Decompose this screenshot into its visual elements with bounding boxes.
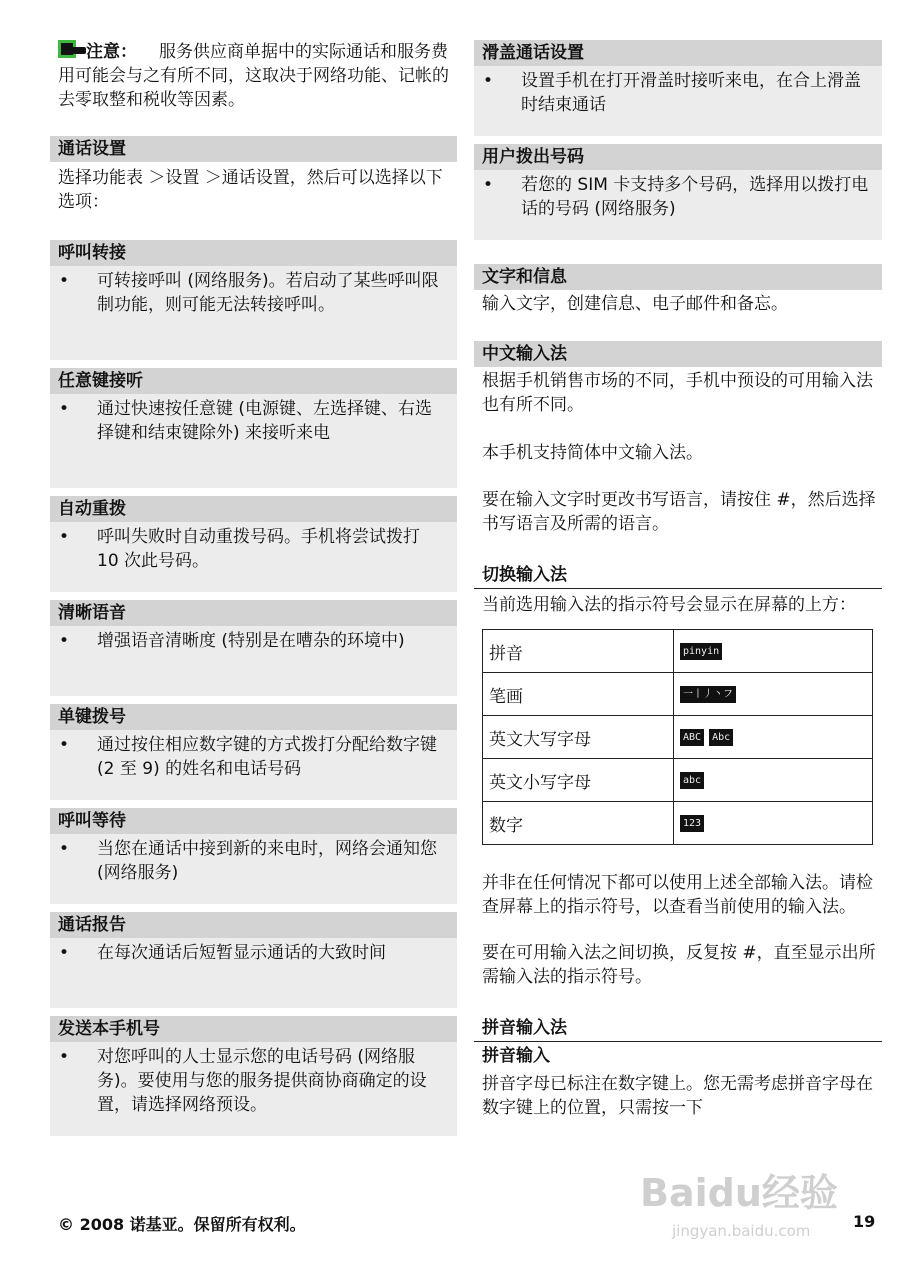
section-body	[474, 66, 882, 136]
list-item	[50, 626, 457, 653]
input-method-label: 拼音	[483, 630, 674, 673]
chinese-input-heading: 中文输入法	[474, 341, 882, 367]
chinese-input-p3: 要在输入文字时更改书写语言，请按住 #，然后选择书写语言及所需的语言。	[482, 490, 876, 534]
call-settings-intro: 选择功能表 ＞设置 ＞通话设置，然后可以选择以下选项：	[58, 168, 443, 212]
page-number: 19	[853, 1212, 876, 1231]
right-sections	[474, 40, 882, 240]
note-text: 服务供应商单据中的实际通话和服务费用可能会与之有所不同，这取决于网络功能、记帐的去零取整和税收等因素。	[58, 42, 449, 110]
input-method-indicator	[674, 802, 873, 845]
bullet-mark: •	[59, 271, 70, 291]
table-row	[483, 802, 873, 845]
pinyin-subheading: 拼音输入	[482, 1046, 550, 1066]
section-heading: 呼叫转接	[50, 240, 457, 266]
list-item-text: 设置手机在打开滑盖时接听来电，在合上滑盖时结束通话	[521, 71, 861, 115]
list-item-text: 当您在通话中接到新的来电时，网络会通知您 (网络服务)	[97, 839, 437, 883]
table-row	[483, 673, 873, 716]
chinese-input-p2: 本手机支持简体中文输入法。	[482, 443, 703, 463]
list-item	[50, 1042, 457, 1117]
input-method-indicator	[674, 630, 873, 673]
indicator-icon: 123	[680, 815, 704, 832]
input-method-label: 英文大写字母	[483, 716, 674, 759]
bullet-mark: •	[59, 527, 70, 547]
table-row	[483, 630, 873, 673]
pinyin-heading: 拼音输入法	[474, 1015, 882, 1042]
section-left_sections-0	[50, 240, 457, 360]
list-item	[50, 266, 457, 317]
section-left_sections-7	[50, 1016, 457, 1136]
list-item-text: 在每次通话后短暂显示通话的大致时间	[97, 943, 386, 963]
bullet-mark: •	[483, 71, 494, 91]
list-item-text: 通过按住相应数字键的方式拨打分配给数字键 (2 至 9) 的姓名和电话号码	[97, 735, 437, 779]
watermark-url: jingyan.baidu.com	[672, 1222, 811, 1240]
section-body	[50, 938, 457, 1008]
section-left_sections-4	[50, 704, 457, 800]
list-item	[474, 170, 882, 221]
left-column	[50, 40, 457, 1136]
list-item-text: 对您呼叫的人士显示您的电话号码 (网络服务)。要使用与您的服务提供商协商确定的设置，请选择网络预设。	[97, 1047, 427, 1115]
input-method-indicator	[674, 759, 873, 802]
switch-input-p2: 要在可用输入法之间切换，反复按 #，直至显示出所需输入法的指示符号。	[482, 943, 876, 987]
table-row	[483, 759, 873, 802]
section-heading: 单键拨号	[50, 704, 457, 730]
table-row	[483, 716, 873, 759]
section-heading: 通话报告	[50, 912, 457, 938]
section-right_sections-1	[474, 144, 882, 240]
chinese-input-p1: 根据手机销售市场的不同，手机中预设的可用输入法也有所不同。	[482, 371, 873, 415]
section-body	[50, 730, 457, 800]
list-item	[50, 394, 457, 445]
list-item	[50, 938, 457, 965]
section-heading: 用户拨出号码	[474, 144, 882, 170]
text-msg-heading: 文字和信息	[474, 264, 882, 290]
section-left_sections-6	[50, 912, 457, 1008]
indicator-icon: pinyin	[680, 643, 722, 660]
note-block	[50, 40, 457, 112]
section-left_sections-2	[50, 496, 457, 592]
indicator-icon: ABC	[680, 729, 704, 746]
section-body	[50, 522, 457, 592]
bullet-mark: •	[59, 1047, 70, 1067]
text-msg-text: 输入文字，创建信息、电子邮件和备忘。	[482, 294, 788, 314]
bullet-mark: •	[483, 175, 494, 195]
call-settings-heading: 通话设置	[50, 136, 457, 162]
section-left_sections-3	[50, 600, 457, 696]
indicator-icon: Abc	[709, 729, 733, 746]
left-sections	[50, 240, 457, 1136]
list-item	[474, 66, 882, 117]
switch-input-heading: 切换输入法	[474, 562, 882, 589]
list-item-text: 若您的 SIM 卡支持多个号码，选择用以拨打电话的号码 (网络服务)	[521, 175, 869, 219]
indicator-icon: abc	[680, 772, 704, 789]
watermark-logo: Baidu经验	[640, 1171, 838, 1215]
section-body	[474, 170, 882, 240]
input-method-table	[482, 629, 873, 845]
list-item-text: 可转接呼叫 (网络服务)。若启动了某些呼叫限制功能，则可能无法转接呼叫。	[97, 271, 439, 315]
section-body	[50, 1042, 457, 1136]
section-heading: 呼叫等待	[50, 808, 457, 834]
switch-input-p1: 并非在任何情况下都可以使用上述全部输入法。请检查屏幕上的指示符号，以查看当前使用的输入法。	[482, 873, 873, 917]
list-item-text: 增强语音清晰度 (特别是在嘈杂的环境中)	[97, 631, 405, 651]
bullet-mark: •	[59, 631, 70, 651]
section-heading: 自动重拨	[50, 496, 457, 522]
section-left_sections-1	[50, 368, 457, 488]
input-method-indicator	[674, 673, 873, 716]
list-item	[50, 834, 457, 885]
section-left_sections-5	[50, 808, 457, 904]
bullet-mark: •	[59, 943, 70, 963]
input-method-label: 数字	[483, 802, 674, 845]
section-heading: 任意键接听	[50, 368, 457, 394]
section-body	[50, 626, 457, 696]
bullet-mark: •	[59, 735, 70, 755]
switch-input-intro: 当前选用输入法的指示符号会显示在屏幕的上方：	[482, 595, 856, 615]
indicator-icon: 一丨丿丶フ	[680, 686, 736, 703]
right-column	[474, 40, 882, 1120]
note-label: 注意：	[86, 42, 137, 62]
note-hand-icon	[58, 40, 82, 60]
list-item	[50, 522, 457, 573]
section-heading: 清晰语音	[50, 600, 457, 626]
list-item	[50, 730, 457, 781]
input-method-indicator	[674, 716, 873, 759]
list-item-text: 呼叫失败时自动重拨号码。手机将尝试拨打 10 次此号码。	[97, 527, 420, 571]
list-item-text: 通过快速按任意键 (电源键、左选择键、右选择键和结束键除外) 来接听来电	[97, 399, 433, 443]
section-body	[50, 266, 457, 360]
footer-copyright: © 2008 诺基亚。保留所有权利。	[58, 1215, 306, 1234]
section-heading: 发送本手机号	[50, 1016, 457, 1042]
bullet-mark: •	[59, 839, 70, 859]
section-heading: 滑盖通话设置	[474, 40, 882, 66]
section-body	[50, 394, 457, 488]
input-method-label: 英文小写字母	[483, 759, 674, 802]
pinyin-text: 拼音字母已标注在数字键上。您无需考虑拼音字母在数字键上的位置，只需按一下	[482, 1074, 873, 1118]
section-right_sections-0	[474, 40, 882, 136]
section-body	[50, 834, 457, 904]
bullet-mark: •	[59, 399, 70, 419]
input-method-label: 笔画	[483, 673, 674, 716]
